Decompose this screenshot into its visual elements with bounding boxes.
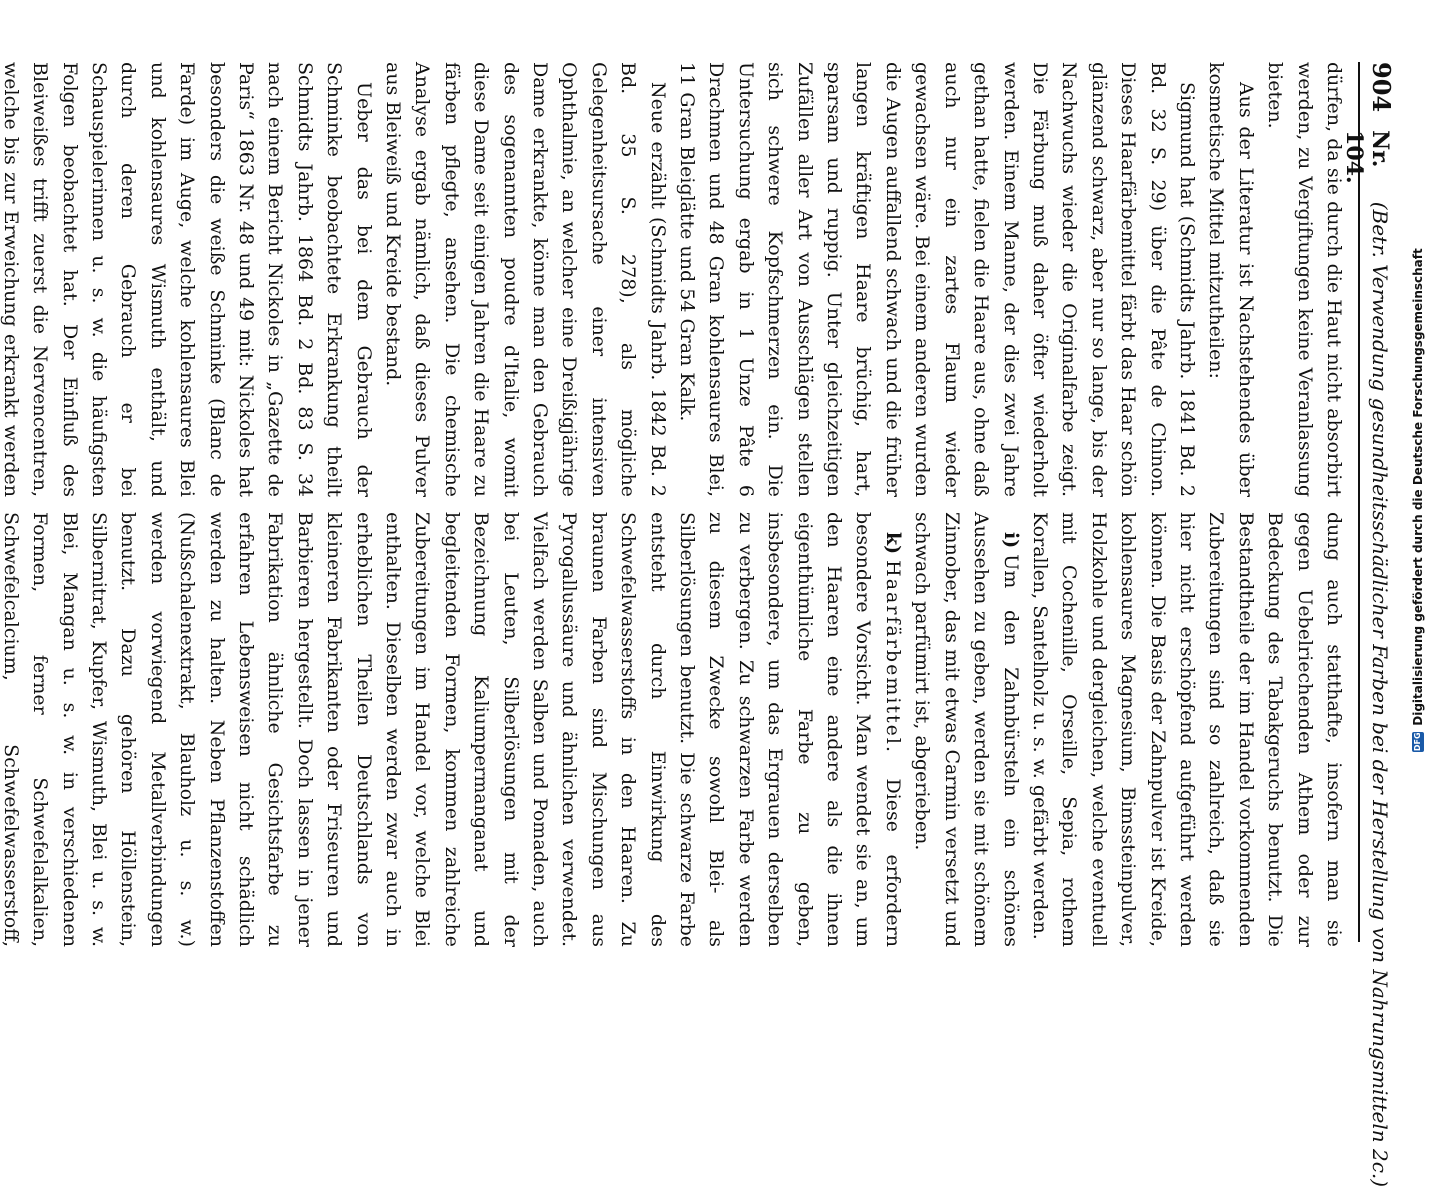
paragraph (1201, 62, 1260, 497)
paragraph-text: Aus der Literatur ist Nachstehendes über kosmetische Mittel mitzutheilen: (1205, 62, 1257, 497)
digitization-note-text: Digitalisierung gefördert durch die Deutsche Forschungsgemeinschaft (1411, 248, 1425, 726)
paragraph-text: Sigmund hat (Schmidts Jahrb. 1841 Bd. 2 Bd. 32 S. 29) über die Pâte de Chinon. Dieses Haarfärbemittel färbt das Haar schön glänzend schwarz, aber nur so lange, bis der Nachwuchs wieder die Originalfarbe zeigt. Die Färbung muß daher öfter wiederholt werden. Einem Manne, der dies zwei Jahre gethan hatte, fielen die Haare aus, ohne daß auch nur ein zartes Flaum wieder gewachsen wäre. Bei einem anderen wurden die Augen auffallend schwach und die früher langen kräftigen Haare brüchig, hart, sparsam und ruppig. Unter gleichzeitigen Zufällen aller Art von Ausschlägen stellen sich schwere Kopfschmerzen ein. Die Untersuchung ergab in 1 Unze Pâte 6 Drachmen und 48 Gran kohlensaures Blei, 11 Gran Bleiglätte und 54 Gran Kalk. (676, 62, 1198, 497)
paragraph-text: Neue erzählt (Schmidts Jahrb. 1842 Bd. 2 Bd. 35 S. 278), als mögliche Gelegenheitsursache einer intensiven Ophthalmie, an welcher eine Dreißigjährige Dame erkrankte, könne man den Gebrauch des sogenannten poudre d'Italie, womit diese Dame seit einigen Jahren die Haare zu färben pflegte, ansehen. Die chemische Analyse ergab nämlich, daß dieses Pulver aus Bleiweiß und Kreide bestand. (382, 62, 669, 497)
paragraph-text: dung auch statthafte, insofern man sie gegen Uebelriechenden Athem oder zur Bedeckung des Tabakgeruchs benutzt. Die Bestandtheile der im Handel vorkommenden Zubereitungen sind so zahlreich, daß sie hier nicht erschöpfend aufgeführt werden können. Die Basis der Zahnpulver ist Kreide, kohlensaures Magnesium, Bimssteinpulver, Holzkohle und dergleichen, welche eventuell mit Cochenille, Orseille, Sepia, rothem Korallen, Santelholz u. s. w. gefärbt werden. (1028, 512, 1345, 947)
paragraph-text: Ueber das bei dem Gebrauch der Schminke beobachtete Erkrankung theilt Schmidts Jahrb. 1864 Bd. 2 Bd. 83 S. 34 nach einem Bericht Nickoles in „Gazette de Paris“ 1863 Nr. 48 und 49 mit: Nickoles hat besonders die weiße Schminke (Blanc de Farde) im Auge, welche kohlensaures Blei und kohlensaures Wismuth enthält, und durch deren Gebrauch er bei Schauspielerinnen u. s. w. die häufigsten Folgen beobachtet hat. Der Einfluß des Bleiweißes trifft zuerst die Nervencentren, welche bis zur Erweichung erkrankt werden (0, 62, 375, 497)
list-item (907, 512, 1025, 947)
dfg-logo: DFG (1413, 732, 1422, 752)
item-label: k) (881, 532, 904, 555)
paragraph-text: Um den Zahnbürsteln ein schönes Aussehen zu geben, werden sie mit schönem Zinnober, das mit etwas Carmin versetzt und schwach parfümirt ist, abgerieben. (911, 512, 1022, 947)
item-label: i) (999, 532, 1022, 549)
paragraph (1260, 62, 1348, 497)
running-title: (Betr. Verwendung gesundheitsschädlicher Farben bei der Herstellung von Nahrungsmitteln 2c.) (1368, 201, 1392, 1187)
paragraph-text: dürfen, da sie durch die Haut nicht absorbirt werden, zu Vergiftungen keine Veranlassung bieten. (1264, 62, 1345, 497)
paragraph (378, 62, 672, 497)
paragraph (0, 62, 378, 497)
list-item (0, 512, 907, 947)
issue-number: Nr. 104. (1341, 130, 1393, 184)
page-number: 904 (1367, 62, 1396, 113)
paragraph (672, 62, 1201, 497)
paragraph (1025, 512, 1348, 947)
digitization-note (1408, 0, 1428, 1000)
text-column-left (0, 62, 1348, 497)
text-column-right (0, 512, 1348, 947)
page-header (1341, 62, 1396, 1187)
item-heading: Haarfärbemittel. (881, 560, 904, 779)
paragraph-text: Diese erfordern besondere Vorsicht. Man wendet sie an, um den Haaren eine andere als die ihnen eigenthümliche Farbe zu geben, insbesondere, um das Ergrauen derselben zu verbergen. Zu schwarzen Farbe werden zu diesem Zwecke sowohl Blei- als Silberlösungen benutzt. Die schwarze Farbe entsteht durch Einwirkung des Schwefelwasserstoffs in den Haaren. Zu braunen Farben sind Mischungen aus Pyrogallussäure und ähnlichen verwendet. Vielfach werden Salben und Pomaden, auch bei Leuten, Silberlösungen mit der Bezeichnung Kaliumpermanganat und begleitenden Formen, kommen zahlreiche Zubereitungen im Handel vor, welche Blei enthalten. Dieselben werden zwar auch in erheblichen Theilen Deutschlands von kleineren Fabrikanten oder Friseuren und Barbieren hergestellt. Doch lassen in jener Fabrikation ähnliche Gesichtsfarbe zu erfahren Lebensweisen nicht schädlich werden zu halten. Neben Pflanzenstoffen (Nußschalenextrakt, Blauholz u. s. w.) werden vorwiegend Metallverbindungen benutzt. Dazu gehören Höllenstein, Silbernitrat, Kupfer, Wismuth, Blei u. s. w. Blei, Mangan u. s. w. in verschiedenen Formen, ferner Schwefelalkalien, Schwefelcalcium, Schwefelwasserstoff, (0, 512, 904, 947)
